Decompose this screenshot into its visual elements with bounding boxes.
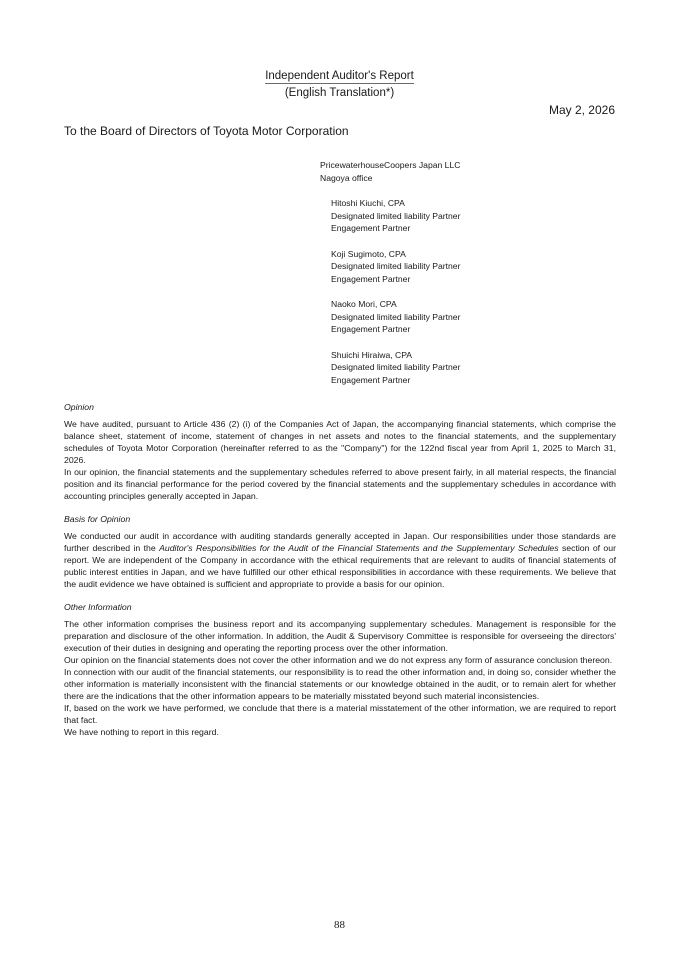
report-body bbox=[64, 401, 616, 749]
basis-italic-reference: Auditor's Responsibilities for the Audit of the Financial Statements and the Supplementary Schedules bbox=[159, 543, 559, 553]
other-information-paragraph: Our opinion on the financial statements does not cover the other information and we do not express any form of assurance conclusion thereon. bbox=[64, 655, 613, 665]
partner-role: Designated limited liability Partner bbox=[331, 362, 461, 372]
basis-text-end: section of our report. We are independent of the Company in accordance with the ethical requirements that are relevant to audits of financial statements of public interest entities in Japan, and we have fulfilled our other ethical responsibilities in accordance with these requirements. We believe that the audit evidence we have obtained is sufficient and appropriate to provide a basis for our opinion. bbox=[64, 543, 616, 589]
partner-role: Designated limited liability Partner bbox=[331, 311, 461, 322]
opinion-heading: Opinion bbox=[64, 402, 94, 412]
partner-entry bbox=[331, 298, 460, 336]
addressee: To the Board of Directors of Toyota Motor Corporation bbox=[64, 124, 349, 138]
partner-name: Naoko Mori, CPA bbox=[331, 299, 397, 309]
basis-text-start: We conducted our audit in accordance with auditing standards generally accepted in Japan. Our responsibilities under those standards are further described in the bbox=[64, 531, 616, 553]
report-title: Independent Auditor's Report bbox=[265, 70, 414, 82]
partner-entry bbox=[331, 349, 460, 387]
other-information-paragraph: The other information comprises the business report and its accompanying supplementary schedules. Management is responsible for the preparation and disclosure of the other information. In addition, the Audit & Supervisory Committee is responsible for overseeing the directors' execution of their duties in designing and operating the reporting process over the other information. bbox=[64, 619, 616, 653]
basis-section bbox=[64, 513, 616, 590]
opinion-paragraph: We have audited, pursuant to Article 436 (2) (i) of the Companies Act of Japan, the accompanying financial statements, which comprise the balance sheet, statement of income, statement of changes in net assets and notes to the financial statements, and the supplementary schedules of Toyota Motor Corporation (hereinafter referred to as the "Company") for the 122nd fiscal year from April 1, 2025 to March 31, 2026. bbox=[64, 419, 616, 465]
other-information-paragraph: If, based on the work we have performed, we conclude that there is a material misstatement of the other information, we are required to report that fact. bbox=[64, 703, 616, 725]
title-block bbox=[0, 66, 679, 99]
partner-name: Koji Sugimoto, CPA bbox=[331, 248, 406, 259]
report-date: May 2, 2026 bbox=[548, 103, 615, 117]
partner-name: Shuichi Hiraiwa, CPA bbox=[331, 349, 413, 360]
other-information-paragraph: In connection with our audit of the financial statements, our responsibility is to read the other information and, in doing so, consider whether the other information is materially inconsistent with the financial statements or our knowledge obtained in the audit, or to remain alert for whether there are the indications that the other information appears to be materially misstated beyond such material inconsistencies. bbox=[64, 667, 616, 701]
basis-paragraph bbox=[64, 530, 616, 590]
partner-role: Designated limited liability Partner bbox=[331, 261, 461, 271]
opinion-paragraph: In our opinion, the financial statements and the supplementary schedules referred to above present fairly, in all material respects, the financial position and its financial performance for the period covered by the financial statements and the supplementary schedules in accordance with accounting principles generally accepted in Japan. bbox=[64, 467, 616, 501]
partner-title: Engagement Partner bbox=[331, 273, 411, 284]
other-information-paragraph: We have nothing to report in this regard. bbox=[64, 727, 219, 737]
firm-name: PricewaterhouseCoopers Japan LLC bbox=[320, 160, 461, 170]
opinion-section bbox=[64, 401, 616, 502]
page-number: 88 bbox=[334, 919, 345, 931]
firm-block bbox=[320, 159, 460, 185]
firm-office: Nagoya office bbox=[320, 173, 373, 183]
partner-name: Hitoshi Kiuchi, CPA bbox=[331, 198, 405, 208]
partner-role: Designated limited liability Partner bbox=[331, 210, 461, 221]
report-subtitle: (English Translation*) bbox=[284, 87, 395, 99]
partner-title: Engagement Partner bbox=[331, 324, 411, 334]
other-information-section bbox=[64, 601, 616, 738]
partner-entry bbox=[331, 248, 460, 286]
basis-heading: Basis for Opinion bbox=[64, 514, 131, 524]
other-information-heading: Other Information bbox=[64, 602, 132, 612]
partner-title: Engagement Partner bbox=[331, 374, 411, 385]
partner-entry bbox=[331, 197, 460, 235]
partner-title: Engagement Partner bbox=[331, 223, 411, 233]
partner-list bbox=[331, 197, 460, 399]
